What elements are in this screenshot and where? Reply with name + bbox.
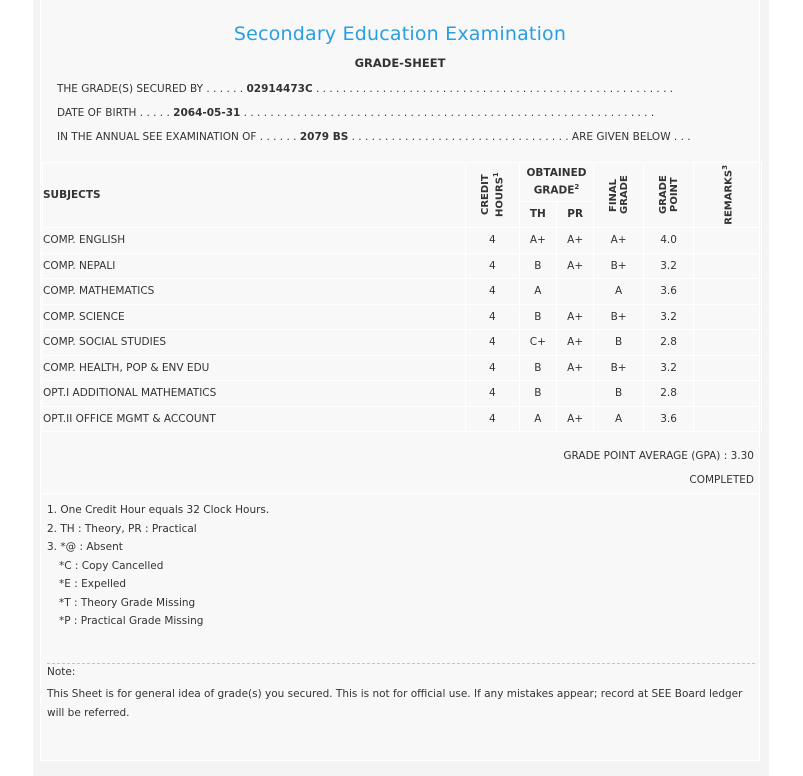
header-final-grade: FINAL GRADE xyxy=(594,163,643,228)
dotted-leader: . . . . . . . . . . . . . . . . . . . . . . . . . . . . . . . . . ARE GIVEN BELOW . . . xyxy=(348,131,691,143)
remarks xyxy=(694,279,762,305)
table-row xyxy=(43,228,762,254)
subject-name: COMP. NEPALI xyxy=(43,253,466,279)
result-status: COMPLETED xyxy=(689,474,754,486)
dotted-leader: . . . . . . . . . . . . . . . . . . . . . . . . . . . . . . . . . . . . . . . . . . . . . . . . . . . . . . xyxy=(312,83,674,95)
header-obtained-grade: OBTAINED GRADE$^2$ xyxy=(519,163,594,202)
remarks xyxy=(694,228,762,254)
table-row xyxy=(43,253,762,279)
dob-line xyxy=(57,107,654,119)
table-row xyxy=(43,406,762,432)
subject-name: COMP. SOCIAL STUDIES xyxy=(43,330,466,356)
secured-by-line xyxy=(57,83,673,95)
subject-name: COMP. HEALTH, POP & ENV EDU xyxy=(43,355,466,381)
theory-grade: B xyxy=(519,355,556,381)
final-grade: A xyxy=(594,279,643,305)
theory-grade: B xyxy=(519,304,556,330)
final-grade: B+ xyxy=(594,304,643,330)
practical-grade: A+ xyxy=(556,355,593,381)
grade-point: 3.2 xyxy=(643,304,693,330)
table-row xyxy=(43,330,762,356)
header-practical: PR xyxy=(556,201,593,227)
dob-label: DATE OF BIRTH . . . . . xyxy=(57,107,174,119)
final-grade: A+ xyxy=(594,228,643,254)
theory-grade: A xyxy=(519,406,556,432)
grade-point: 2.8 xyxy=(643,381,693,407)
remarks xyxy=(694,330,762,356)
subject-name: OPT.II OFFICE MGMT & ACCOUNT xyxy=(43,406,466,432)
credit-hours: 4 xyxy=(466,355,520,381)
subject-name: COMP. MATHEMATICS xyxy=(43,279,466,305)
final-grade: A xyxy=(594,406,643,432)
practical-grade xyxy=(556,279,593,305)
practical-grade: A+ xyxy=(556,406,593,432)
credit-hours: 4 xyxy=(466,304,520,330)
final-grade: B xyxy=(594,381,643,407)
credit-hours: 4 xyxy=(466,253,520,279)
grade-sheet-card xyxy=(40,0,760,761)
practical-grade: A+ xyxy=(556,304,593,330)
credit-hours: 4 xyxy=(466,330,520,356)
footnote: *P : Practical Grade Missing xyxy=(59,615,204,627)
footnotes xyxy=(47,501,269,631)
note-heading: Note: xyxy=(47,666,76,678)
footnote: *C : Copy Cancelled xyxy=(59,559,164,572)
section-divider xyxy=(41,493,761,494)
footnote: 2. TH : Theory, PR : Practical xyxy=(47,522,197,535)
exam-year: 2079 BS xyxy=(299,131,349,143)
table-row xyxy=(43,381,762,407)
grade-point: 4.0 xyxy=(643,228,693,254)
practical-grade xyxy=(556,381,593,407)
subject-name: COMP. SCIENCE xyxy=(43,304,466,330)
table-row xyxy=(43,304,762,330)
credit-hours: 4 xyxy=(466,406,520,432)
remarks xyxy=(694,381,762,407)
dashed-divider xyxy=(47,663,755,664)
grade-point: 3.6 xyxy=(643,279,693,305)
theory-grade: C+ xyxy=(519,330,556,356)
grade-sheet-heading: GRADE-SHEET xyxy=(354,56,446,70)
exam-title: Secondary Education Examination xyxy=(233,23,567,45)
final-grade: B+ xyxy=(594,253,643,279)
final-grade: B+ xyxy=(594,355,643,381)
date-of-birth: 2064-05-31 xyxy=(173,107,241,119)
credit-hours: 4 xyxy=(466,279,520,305)
header-remarks: REMARKS$^3$ xyxy=(694,163,762,228)
footnote: 3. *@ : Absent xyxy=(47,541,123,553)
remarks xyxy=(694,355,762,381)
remarks xyxy=(694,304,762,330)
practical-grade: A+ xyxy=(556,228,593,254)
theory-grade: B xyxy=(519,381,556,407)
footnote: *T : Theory Grade Missing xyxy=(59,596,196,609)
grade-point: 2.8 xyxy=(643,330,693,356)
grade-point: 3.2 xyxy=(643,253,693,279)
note-text: This Sheet is for general idea of grade(s) you secured. This is not for official use. If any mistakes appear; record at SEE Board ledger will be referred. xyxy=(47,688,743,719)
header-theory: TH xyxy=(519,201,556,227)
remarks xyxy=(694,406,762,432)
footnote: *E : Expelled xyxy=(59,578,127,590)
credit-hours: 4 xyxy=(466,228,520,254)
grade-point: 3.2 xyxy=(643,355,693,381)
exam-label: IN THE ANNUAL SEE EXAMINATION OF . . . . . . xyxy=(57,131,300,143)
subject-name: OPT.I ADDITIONAL MATHEMATICS xyxy=(43,381,466,407)
practical-grade: A+ xyxy=(556,253,593,279)
header-subjects: SUBJECTS xyxy=(43,163,466,228)
footnote: 1. One Credit Hour equals 32 Clock Hours. xyxy=(47,504,270,516)
theory-grade: A+ xyxy=(519,228,556,254)
dotted-leader: . . . . . . . . . . . . . . . . . . . . . . . . . . . . . . . . . . . . . . . . . . . . . . . . . . . . . . . . . . . . . . xyxy=(240,107,655,119)
theory-grade: A xyxy=(519,279,556,305)
header-credit-hours: CREDIT HOURS$^1$ xyxy=(466,163,520,228)
grades-table xyxy=(42,162,762,432)
secured-by-label: THE GRADE(S) SECURED BY . . . . . . xyxy=(57,83,247,95)
table-row xyxy=(43,355,762,381)
theory-grade: B xyxy=(519,253,556,279)
subject-name: COMP. ENGLISH xyxy=(43,228,466,254)
practical-grade: A+ xyxy=(556,330,593,356)
grade-point: 3.6 xyxy=(643,406,693,432)
table-row xyxy=(43,279,762,305)
exam-line xyxy=(57,131,691,143)
header-grade-point: GRADE POINT xyxy=(643,163,693,228)
credit-hours: 4 xyxy=(466,381,520,407)
remarks xyxy=(694,253,762,279)
symbol-number: 02914473C xyxy=(246,83,313,95)
final-grade: B xyxy=(594,330,643,356)
gpa-summary: GRADE POINT AVERAGE (GPA) : 3.30 xyxy=(563,450,754,462)
